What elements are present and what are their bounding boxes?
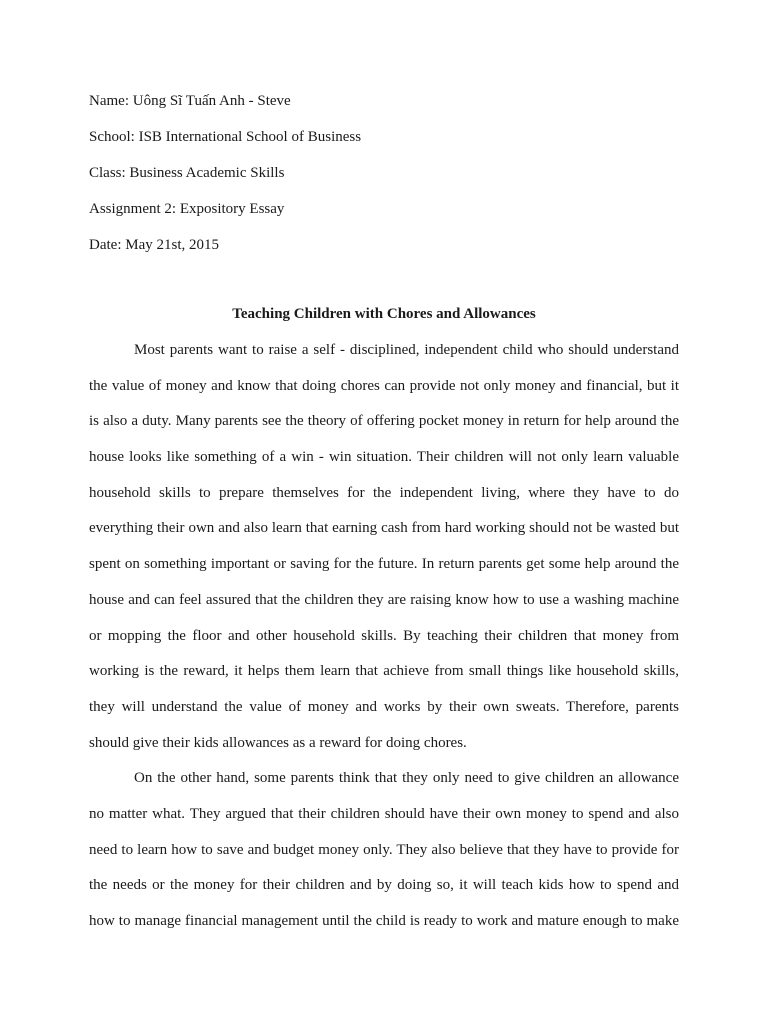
text-line: the value of money and know that doing chores can provide not only money and financial, but it xyxy=(89,377,679,394)
paragraph-1 xyxy=(89,340,679,768)
text-line: spent on something important or saving for the future. In return parents get some help around the xyxy=(89,556,679,573)
text-line: need to learn how to save and budget money only. They also believe that they have to provide for xyxy=(89,841,679,858)
text-line: no matter what. They argued that their children should have their own money to spend and also xyxy=(89,805,679,822)
text-line: is also a duty. Many parents see the theory of offering pocket money in return for help around the xyxy=(89,413,679,430)
text-line: should give their kids allowances as a reward for doing chores. xyxy=(89,734,467,751)
paragraph-2 xyxy=(89,768,679,946)
essay-date: Date: May 21st, 2015 xyxy=(89,237,219,253)
class-name: Class: Business Academic Skills xyxy=(89,165,285,181)
assignment-name: Assignment 2: Expository Essay xyxy=(89,201,285,217)
student-name: Name: Uông Sĩ Tuấn Anh - Steve xyxy=(89,93,291,109)
text-line: working is the reward, it helps them learn that achieve from small things like household skills, xyxy=(89,663,679,680)
text-line: On the other hand, some parents think that they only need to give children an allowance xyxy=(134,770,679,787)
text-line: the needs or the money for their children and by doing so, it will teach kids how to spend and xyxy=(89,877,679,894)
text-line: everything their own and also learn that earning cash from hard working should not be wasted but xyxy=(89,520,679,537)
essay-header xyxy=(89,91,689,271)
text-line: or mopping the floor and other household skills. By teaching their children that money from xyxy=(89,627,679,644)
text-line: house and can feel assured that the children they are raising know how to use a washing machine xyxy=(89,591,679,608)
text-line: how to manage financial management until the child is ready to work and mature enough to make xyxy=(89,913,679,929)
text-line: they will understand the value of money and works by their own sweats. Therefore, parents xyxy=(89,698,679,715)
essay-title: Teaching Children with Chores and Allowances xyxy=(232,306,536,322)
essay-body xyxy=(89,340,679,947)
text-line: house looks like something of a win - win situation. Their children will not only learn valuable xyxy=(89,449,679,466)
text-line: Most parents want to raise a self - disciplined, independent child who should understand xyxy=(134,342,679,358)
school-name: School: ISB International School of Business xyxy=(89,129,362,145)
text-line: household skills to prepare themselves for the independent living, where they have to do xyxy=(89,484,679,501)
